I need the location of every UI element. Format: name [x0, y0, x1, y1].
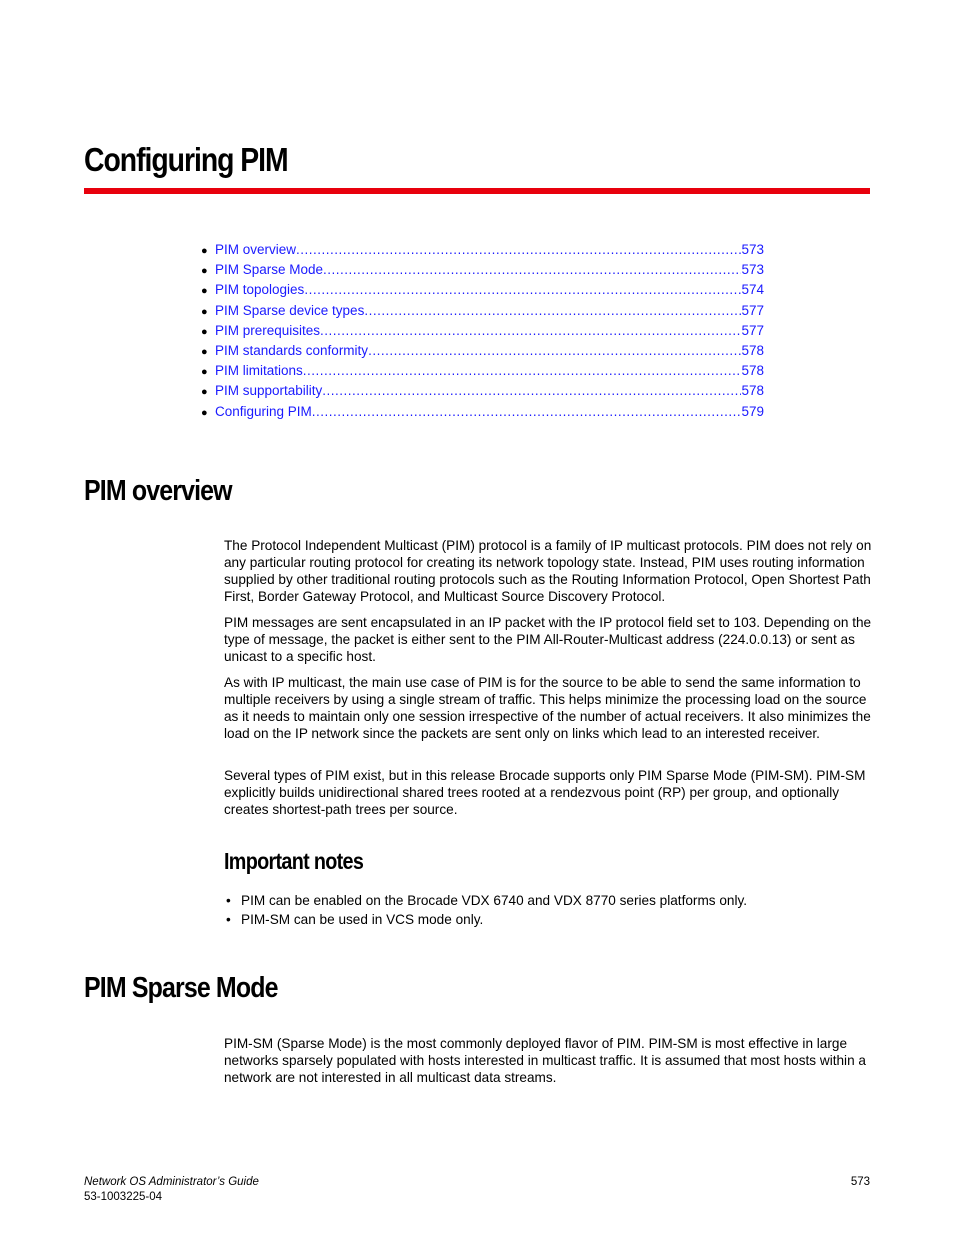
- toc-page-number[interactable]: 578: [741, 383, 764, 399]
- toc-bullet: ●: [201, 305, 208, 318]
- toc-bullet: ●: [201, 325, 208, 338]
- toc-link[interactable]: PIM Sparse Mode: [215, 262, 324, 278]
- toc-bullet: ●: [201, 245, 208, 257]
- toc-link[interactable]: PIM overview: [215, 242, 297, 257]
- toc-leader-dots: [322, 381, 741, 401]
- toc-leader-dots: [303, 361, 742, 381]
- subsection-title-important-notes: Important notes: [224, 848, 364, 874]
- list-item: [224, 891, 872, 910]
- paragraph: PIM-SM (Sparse Mode) is the most commonly deployed flavor of PIM. PIM-SM is most effective in large networks sparsely populated with hosts interested in multicast traffic. It is assumed that most hosts within a network are not interested in all multicast data streams.: [224, 1036, 866, 1085]
- toc-bullet: ●: [201, 406, 208, 419]
- important-notes-list: [224, 891, 872, 929]
- toc-bullet: ●: [201, 285, 208, 298]
- toc-bullet: ●: [201, 386, 208, 399]
- toc-link[interactable]: PIM Sparse device types: [215, 302, 365, 318]
- toc-page-number[interactable]: 573: [741, 262, 764, 278]
- toc-bullet: ●: [201, 265, 208, 278]
- footer-page-number: 573: [850, 1176, 870, 1188]
- footer-doc-title: Network OS Administrator’s Guide: [84, 1176, 259, 1188]
- paragraph: PIM messages are sent encapsulated in an IP packet with the IP protocol field set to 103. Depending on the type of message, the packet is either sent to the PIM All-Router-Multicast address (224.0.0.13) or sent as unicast to a specific host.: [224, 615, 872, 664]
- toc-page-number[interactable]: 579: [741, 403, 764, 419]
- table-of-contents: [201, 240, 764, 422]
- toc-leader-dots: [296, 240, 741, 260]
- toc-page-number[interactable]: 578: [741, 363, 764, 379]
- toc-leader-dots: [323, 260, 741, 280]
- toc-leader-dots: [364, 301, 741, 321]
- bullet: •: [226, 893, 231, 908]
- toc-page-number[interactable]: 577: [741, 322, 764, 338]
- toc-item-configuring-pim[interactable]: [201, 402, 764, 422]
- footer-doc-number: 53-1003225-04: [84, 1191, 163, 1203]
- toc-link[interactable]: PIM prerequisites: [215, 322, 321, 338]
- chapter-title: Configuring PIM: [84, 141, 288, 178]
- toc-item-pim-standards-conformity[interactable]: [201, 341, 764, 361]
- list-item-text: PIM-SM can be used in VCS mode only.: [241, 912, 484, 927]
- toc-link[interactable]: Configuring PIM: [215, 403, 312, 419]
- toc-leader-dots: [312, 402, 742, 422]
- toc-bullet: ●: [201, 366, 208, 379]
- toc-item-pim-overview[interactable]: [201, 240, 764, 260]
- section-title-pim-sparse-mode: PIM Sparse Mode: [84, 972, 278, 1004]
- toc-link[interactable]: PIM topologies: [215, 282, 305, 298]
- paragraph: As with IP multicast, the main use case of PIM is for the source to be able to send the same information to multiple receivers by using a single stream of traffic. This helps minimize the processing load on the source as it needs to maintain only one session irrespective of the number of actual receivers. It also minimizes the load on the IP network since the packets are sent only on links which lead to an interested receiver.: [224, 675, 871, 741]
- paragraph: The Protocol Independent Multicast (PIM) protocol is a family of IP multicast protocols. PIM does not rely on any particular routing protocol for creating its network topology state. Instead, PIM uses routing information supplied by other traditional routing protocols such as the Routing Information Protocol, Open Shortest Path First, Border Gateway Protocol, and Multicast Source Discovery Protocol.: [224, 538, 872, 604]
- section-title-pim-overview: PIM overview: [84, 475, 232, 507]
- toc-bullet: ●: [201, 345, 208, 358]
- toc-page-number[interactable]: 574: [741, 282, 764, 298]
- toc-leader-dots: [320, 321, 741, 341]
- toc-link[interactable]: PIM limitations: [215, 363, 303, 379]
- toc-leader-dots: [304, 280, 741, 300]
- list-item-text: PIM can be enabled on the Brocade VDX 6740 and VDX 8770 series platforms only.: [241, 893, 748, 908]
- toc-page-number[interactable]: 573: [741, 242, 764, 257]
- footer-document-info: [84, 1175, 259, 1205]
- toc-item-pim-sparse-device-types[interactable]: [201, 301, 764, 321]
- toc-link[interactable]: PIM standards conformity: [215, 342, 369, 358]
- list-item: [224, 910, 872, 929]
- toc-page-number[interactable]: 577: [741, 302, 764, 318]
- toc-item-pim-topologies[interactable]: [201, 280, 764, 300]
- toc-page-number[interactable]: 578: [741, 342, 764, 358]
- toc-link[interactable]: PIM supportability: [215, 383, 323, 399]
- chapter-title-rule: [84, 188, 870, 194]
- toc-leader-dots: [368, 341, 741, 361]
- toc-item-pim-prerequisites[interactable]: [201, 321, 764, 341]
- paragraph: Several types of PIM exist, but in this release Brocade supports only PIM Sparse Mode (PIM-SM). PIM-SM explicitly builds unidirectional shared trees rooted at a rendezvous point (RP) per group, and optionally creates shortest-path trees per source.: [224, 768, 866, 817]
- toc-item-pim-supportability[interactable]: [201, 381, 764, 401]
- bullet: •: [226, 912, 231, 927]
- toc-item-pim-limitations[interactable]: [201, 361, 764, 381]
- toc-item-pim-sparse-mode[interactable]: [201, 260, 764, 280]
